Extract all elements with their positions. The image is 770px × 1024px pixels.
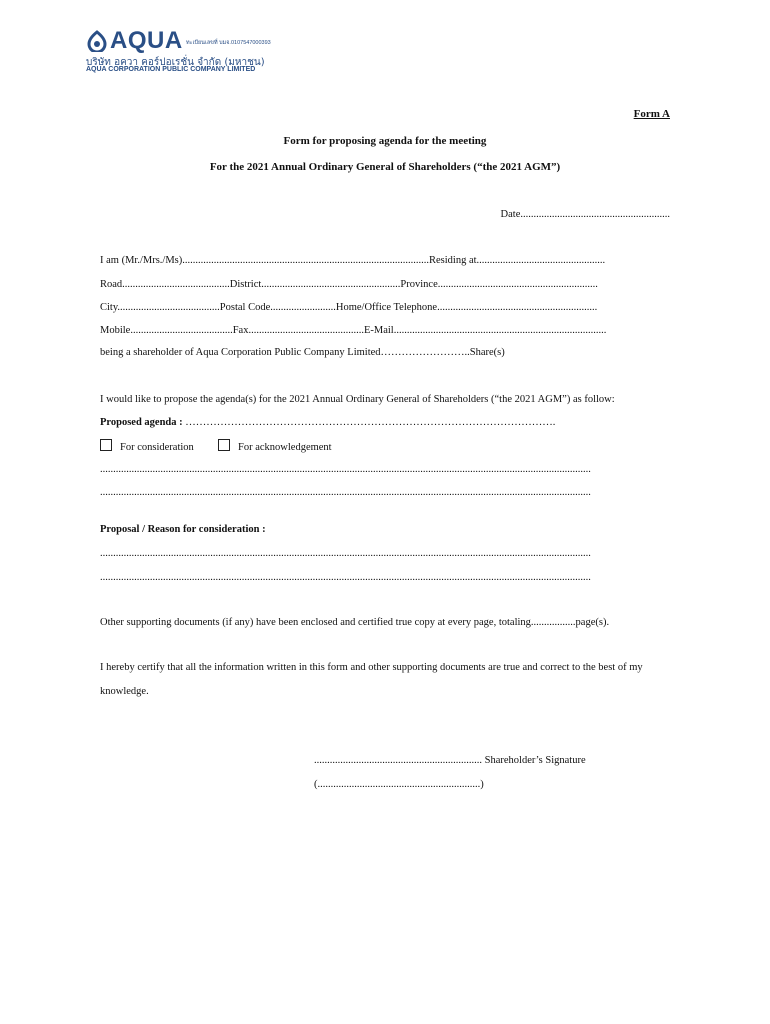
form-title: Form for proposing agenda for the meeting: [283, 135, 487, 147]
agenda-line-1[interactable]: ...........................................................................................................................................................................................: [100, 464, 591, 475]
checkbox-icon[interactable]: [100, 439, 112, 451]
form-subtitle: For the 2021 Annual Ordinary General of Shareholders (“the 2021 AGM”): [209, 161, 561, 173]
certification-text-cont: knowledge.: [100, 686, 149, 697]
name-residence-line[interactable]: I am (Mr./Mrs./Ms)..............................................................................................Residing at.................................................: [100, 255, 606, 266]
checkbox-icon[interactable]: [218, 439, 230, 451]
logo-english-name: AQUA CORPORATION PUBLIC COMPANY LIMITED: [86, 66, 256, 73]
aqua-logo-icon: [86, 30, 108, 52]
signature-line[interactable]: ................................................................ Shareholder’s Signature: [314, 755, 586, 766]
shareholding-line[interactable]: being a shareholder of Aqua Corporation Public Company Limited……………………..Share(s): [100, 347, 505, 358]
option-acknowledgement-label: For acknowledgement: [238, 442, 332, 453]
address-line[interactable]: Road.........................................District.....................................................Province.............................................................: [100, 279, 598, 290]
option-consideration[interactable]: [100, 439, 194, 453]
contact-line[interactable]: Mobile.......................................Fax............................................E-Mail.................................................................................: [100, 325, 607, 336]
reason-line-2[interactable]: ...........................................................................................................................................................................................: [100, 572, 591, 583]
proposed-agenda-field[interactable]: …………………………………………………………………………………………….: [185, 417, 556, 428]
logo-brand: AQUA: [110, 27, 183, 54]
logo-registration: ทะเบียนเลขที่ บมจ.0107547000393: [186, 40, 271, 46]
logo-thai-name: บริษัท อควา คอร์ปอเรชั่น จำกัด (มหาชน): [86, 57, 265, 68]
proposed-agenda-row: [100, 417, 555, 428]
reason-line-1[interactable]: ...........................................................................................................................................................................................: [100, 548, 591, 559]
agenda-line-2[interactable]: ...........................................................................................................................................................................................: [100, 487, 591, 498]
option-acknowledgement[interactable]: [218, 439, 332, 453]
proposed-agenda-label: Proposed agenda :: [100, 417, 183, 428]
signature-name-line[interactable]: (..............................................................): [314, 779, 484, 790]
option-consideration-label: For consideration: [120, 442, 194, 453]
reason-label: Proposal / Reason for consideration :: [100, 524, 266, 535]
supporting-documents: Other supporting documents (if any) have been enclosed and certified true copy at every page, totaling.................page(s).: [100, 617, 610, 628]
propose-intro: I would like to propose the agenda(s) for the 2021 Annual Ordinary General of Shareholders (“the 2021 AGM”) as follow:: [100, 394, 615, 405]
form-identifier: Form A: [633, 108, 670, 120]
city-phone-line[interactable]: City.......................................Postal Code.........................Home/Office Telephone.............................................................: [100, 302, 598, 313]
certification-text: I hereby certify that all the information written in this form and other supporting documents are true and correct to the best of my: [100, 662, 643, 673]
date-field[interactable]: Date.........................................................: [500, 209, 670, 220]
